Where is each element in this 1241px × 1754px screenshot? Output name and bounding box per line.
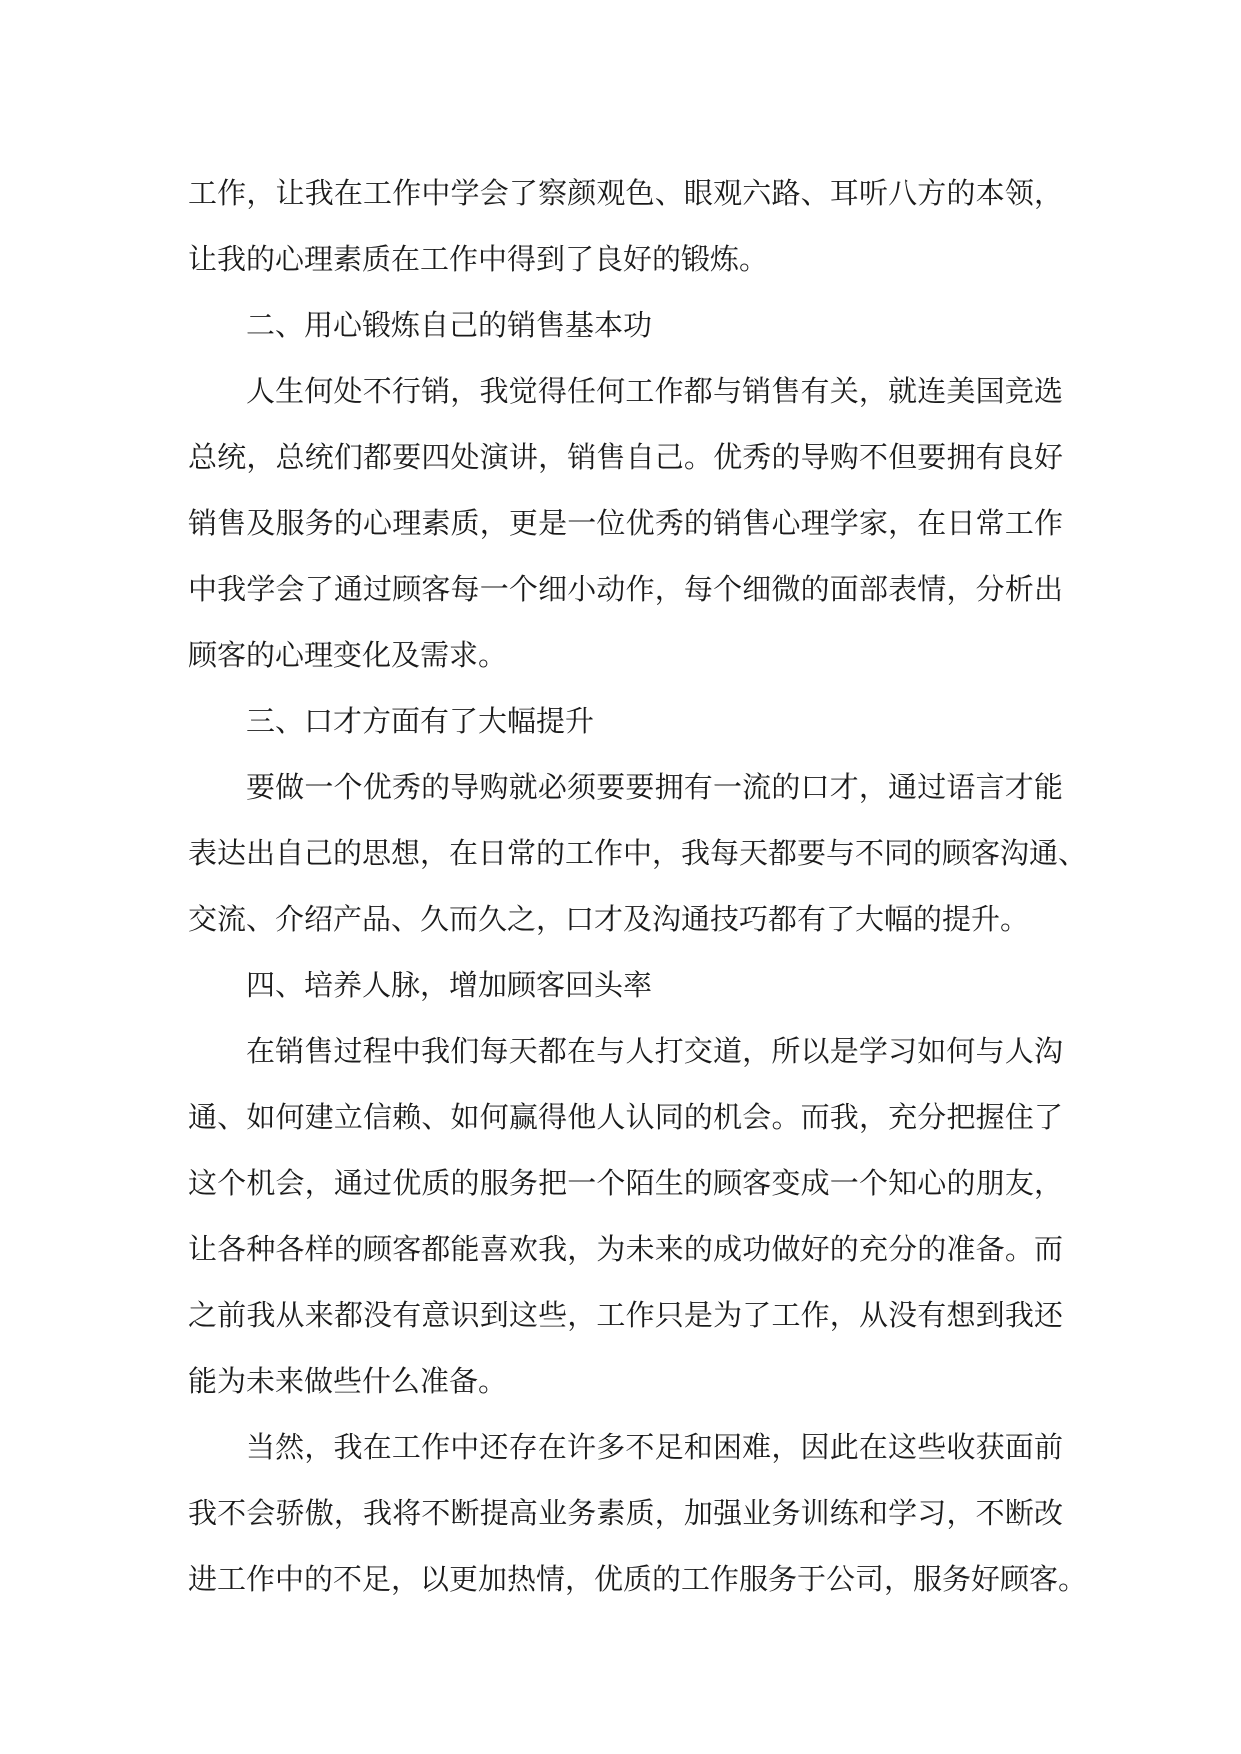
section-heading: 三、口才方面有了大幅提升 xyxy=(246,704,595,738)
text-line: 工作，让我在工作中学会了察颜观色、眼观六路、耳听八方的本领， xyxy=(188,176,1063,210)
text-line: 这个机会，通过优质的服务把一个陌生的顾客变成一个知心的朋友， xyxy=(188,1166,1063,1200)
text-line: 我不会骄傲，我将不断提高业务素质，加强业务训练和学习，不断改 xyxy=(188,1496,1063,1530)
text-line: 人生何处不行销，我觉得任何工作都与销售有关，就连美国竞选 xyxy=(246,374,1063,408)
text-line: 让我的心理素质在工作中得到了良好的锻炼。 xyxy=(188,242,769,276)
section-heading: 四、培养人脉，增加顾客回头率 xyxy=(246,968,653,1002)
text-line: 中我学会了通过顾客每一个细小动作，每个细微的面部表情，分析出 xyxy=(188,572,1063,606)
text-line: 之前我从来都没有意识到这些，工作只是为了工作，从没有想到我还 xyxy=(188,1298,1063,1332)
text-line: 让各种各样的顾客都能喜欢我，为未来的成功做好的充分的准备。而 xyxy=(188,1232,1063,1266)
text-line: 通、如何建立信赖、如何赢得他人认同的机会。而我，充分把握住了 xyxy=(188,1100,1063,1134)
text-line: 顾客的心理变化及需求。 xyxy=(188,638,508,672)
text-line: 能为未来做些什么准备。 xyxy=(188,1364,508,1398)
text-line: 在销售过程中我们每天都在与人打交道，所以是学习如何与人沟 xyxy=(246,1034,1063,1068)
text-line: 表达出自己的思想，在日常的工作中，我每天都要与不同的顾客沟通、 xyxy=(188,836,1088,870)
document-body xyxy=(188,160,1088,1612)
text-line: 当然，我在工作中还存在许多不足和困难，因此在这些收获面前 xyxy=(246,1430,1063,1464)
text-line: 进工作中的不足，以更加热情，优质的工作服务于公司，服务好顾客。 xyxy=(188,1562,1088,1596)
text-line: 总统，总统们都要四处演讲，销售自己。优秀的导购不但要拥有良好 xyxy=(188,440,1063,474)
text-line: 要做一个优秀的导购就必须要要拥有一流的口才，通过语言才能 xyxy=(246,770,1063,804)
section-heading: 二、用心锻炼自己的销售基本功 xyxy=(246,308,653,342)
text-line: 交流、介绍产品、久而久之，口才及沟通技巧都有了大幅的提升。 xyxy=(188,902,1030,936)
text-line: 销售及服务的心理素质，更是一位优秀的销售心理学家，在日常工作 xyxy=(188,506,1063,540)
